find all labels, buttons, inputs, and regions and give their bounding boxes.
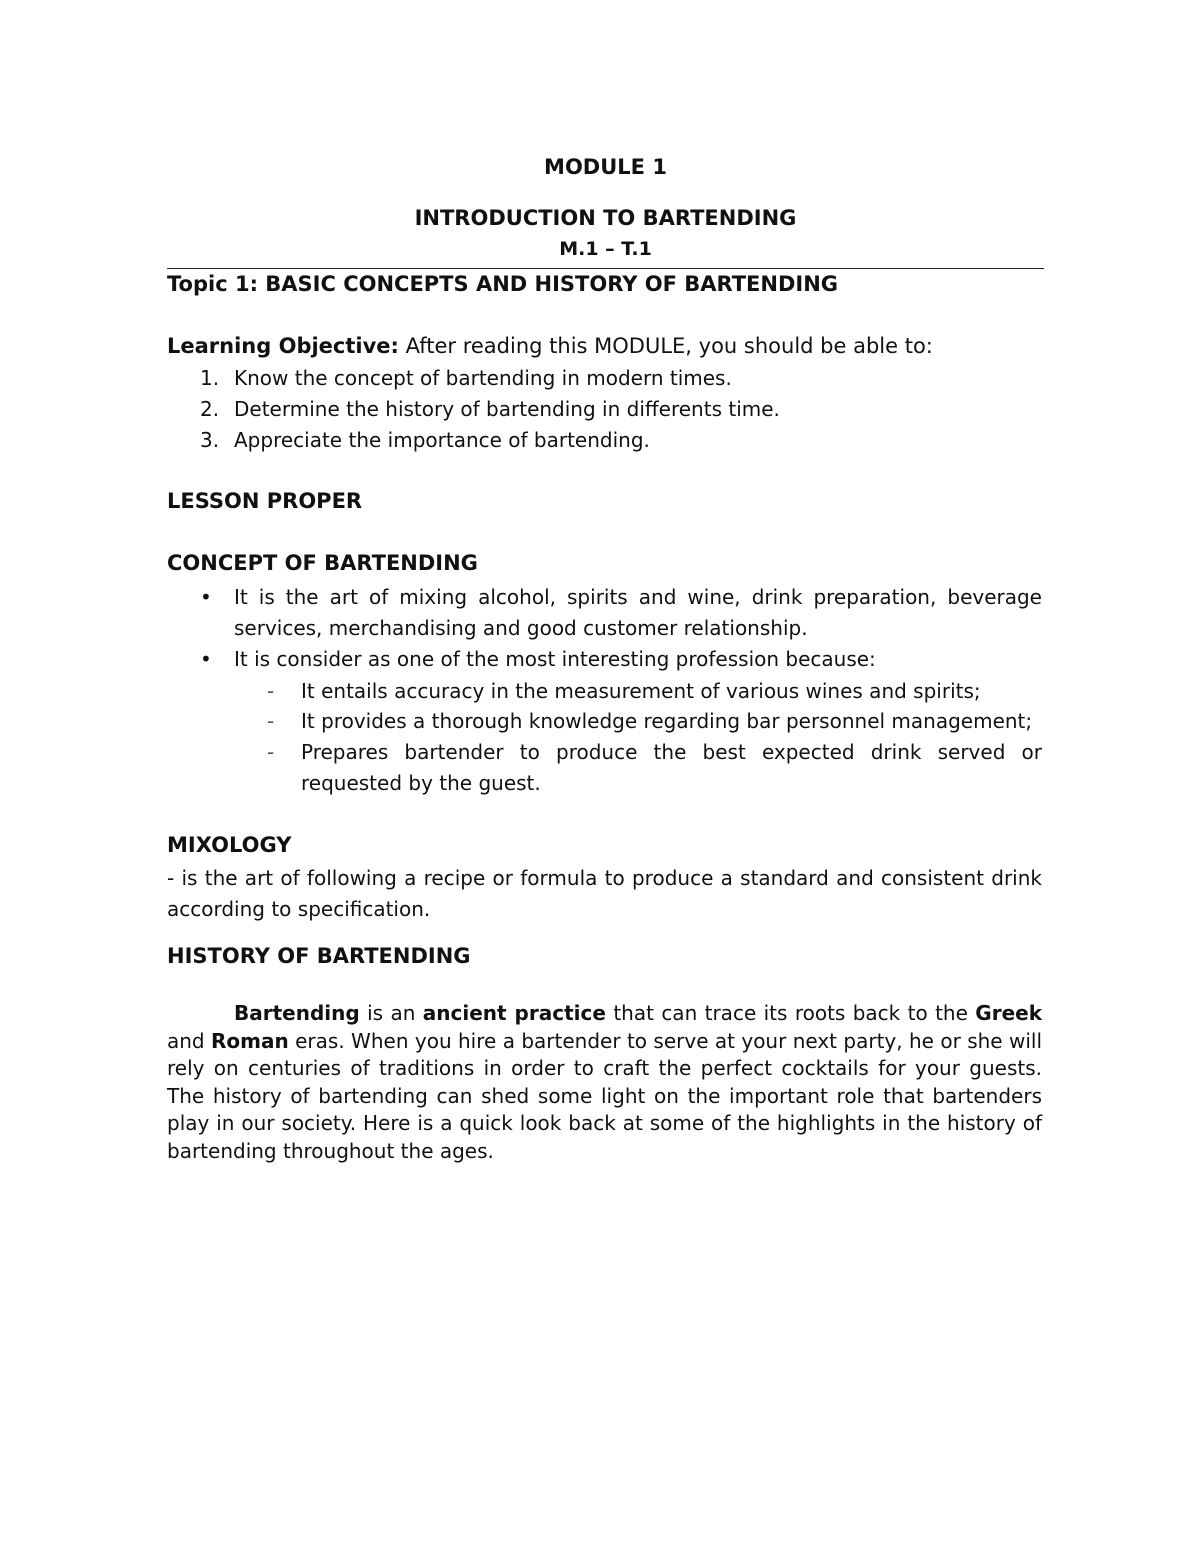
- learning-objective: [167, 334, 933, 358]
- header-divider: [167, 268, 1044, 269]
- bullet-marker: •: [200, 647, 212, 671]
- history-bold-greek: Greek: [975, 1001, 1043, 1025]
- objective-number: 3.: [200, 428, 220, 452]
- topic-heading: Topic 1: BASIC CONCEPTS AND HISTORY OF BARTENDING: [167, 272, 839, 296]
- objective-text: Appreciate the importance of bartending.: [234, 428, 650, 452]
- history-bold-bartending: Bartending: [234, 1001, 360, 1025]
- history-paragraph: [167, 1000, 1042, 1165]
- history-heading: HISTORY OF BARTENDING: [167, 944, 471, 968]
- dash-marker: -: [267, 709, 275, 733]
- history-text: and: [167, 1028, 212, 1053]
- objective-number: 1.: [200, 366, 220, 390]
- module-code: M.1 – T.1: [559, 238, 652, 260]
- concept-bullet-text: It is consider as one of the most interesting profession because:: [234, 647, 876, 671]
- dash-marker: -: [267, 740, 275, 764]
- history-bold-ancient-practice: ancient practice: [422, 1001, 606, 1025]
- concept-bullet-text: It is the art of mixing alcohol, spirits and wine, drink preparation, beverage services, merchandising and good customer relationship.: [234, 585, 1042, 640]
- learning-objective-label: Learning Objective:: [167, 334, 399, 358]
- objective-item: [200, 428, 650, 452]
- learning-objective-text: After reading this MODULE, you should be able to:: [398, 334, 933, 358]
- dash-marker: -: [267, 679, 275, 703]
- concept-sub-item: [267, 706, 1042, 737]
- lesson-proper-heading: LESSON PROPER: [167, 489, 363, 513]
- history-text: that can trace its roots back to the: [605, 1001, 976, 1025]
- concept-sub-text: It entails accuracy in the measurement of various wines and spirits;: [301, 679, 981, 703]
- objective-text: Determine the history of bartending in differents time.: [234, 397, 780, 421]
- objective-text: Know the concept of bartending in modern times.: [234, 366, 732, 390]
- history-text: eras. When you hire a bartender to serve at your next party, he or she will rely on centuries of traditions in order to craft the perfect cocktails for your guests. The history of bartending can shed some light on the important role that bartenders play in our society. Here is a quick look back at some of the highlights in the history of bartending throughout the ages.: [167, 1028, 1043, 1163]
- concept-sub-item: [267, 737, 1042, 799]
- history-bold-roman: Roman: [211, 1028, 289, 1053]
- module-subtitle: INTRODUCTION TO BARTENDING: [414, 206, 797, 230]
- mixology-heading: MIXOLOGY: [167, 833, 292, 857]
- concept-bullet: [200, 644, 1042, 675]
- concept-bullet: [200, 582, 1042, 644]
- history-text: is an: [359, 1001, 423, 1025]
- mixology-definition: - is the art of following a recipe or formula to produce a standard and consistent drink according to specification.: [167, 866, 1042, 921]
- bullet-marker: •: [200, 585, 212, 609]
- module-title: MODULE 1: [544, 155, 667, 179]
- objective-item: [200, 366, 732, 390]
- concept-sub-item: [267, 676, 1042, 707]
- concept-sub-text: It provides a thorough knowledge regarding bar personnel management;: [301, 709, 1033, 733]
- objective-item: [200, 397, 780, 421]
- concept-sub-text: Prepares bartender to produce the best expected drink served or requested by the guest.: [301, 740, 1042, 795]
- concept-heading: CONCEPT OF BARTENDING: [167, 551, 478, 575]
- objective-number: 2.: [200, 397, 220, 421]
